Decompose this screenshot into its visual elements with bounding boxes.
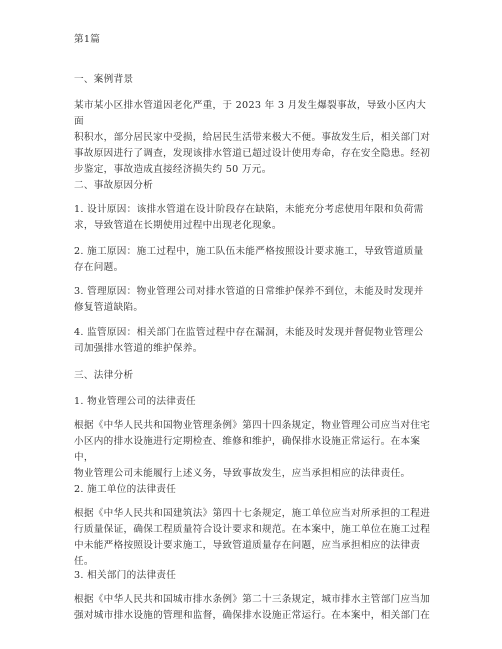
- legal-heading-departments: 3. 相关部门的法律责任: [74, 570, 177, 581]
- legal-heading-property: 1. 物业管理公司的法律责任: [74, 396, 196, 407]
- section-title-legal: 三、法律分析: [74, 370, 134, 381]
- legal-paragraph-construction: 根据《中华人民共和国建筑法》第四十七条规定，施工单位应当对所承担的工程进 行质量保证，确保工程质量符合设计要求和规范。在本案中，施工单位在施工过程 中未能严格按照设计要求施工，导致管道质量存在问题，应当承担相应的法律责任。: [74, 508, 431, 567]
- page-label: 第1篇: [74, 34, 101, 45]
- cause-management-paragraph: 3. 管理原因：物业管理公司对排水管道的日常维护保养不到位，未能及时发现并 修复管道缺陷。: [74, 286, 424, 313]
- legal-heading-construction: 2. 施工单位的法律责任: [74, 484, 177, 495]
- background-paragraph: 某市某小区排水管道因老化严重，于 2023 年 3 月发生爆裂事故，导致小区内大面 积积水，部分居民家中受损，给居民生活带来极大不便。事故发生后，相关部门对 事故原因进行了调查，发现该排水管道已超过设计使用寿命，存在安全隐患。经初 步鉴定，事故造成直接经济损失约 50 万元。: [74, 100, 431, 175]
- legal-paragraph-property: 根据《中华人民共和国物业管理条例》第四十四条规定，物业管理公司应当对住宅 小区内的排水设施进行定期检查、维修和维护，确保排水设施正常运行。在本案中， 物业管理公司未能履行上述义务，导致事故发生，应当承担相应的法律责任。: [74, 420, 431, 479]
- section-title-causes: 二、事故原因分析: [74, 180, 154, 191]
- section-title-background: 一、案例背景: [74, 74, 134, 85]
- cause-construction-paragraph: 2. 施工原因：施工过程中，施工队伍未能严格按照设计要求施工，导致管道质量 存在问题。: [74, 246, 424, 273]
- legal-paragraph-departments: 根据《中华人民共和国城市排水条例》第二十三条规定，城市排水主管部门应当加 强对城市排水设施的管理和监督，确保排水设施正常运行。在本案中，相关部门在: [74, 594, 431, 621]
- cause-design-paragraph: 1. 设计原因：该排水管道在设计阶段存在缺陷，未能充分考虑使用年限和负荷需 求，导致管道在长期使用过程中出现老化现象。: [74, 204, 424, 231]
- cause-supervision-paragraph: 4. 监管原因：相关部门在监管过程中存在漏洞，未能及时发现并督促物业管理公 司加强排水管道的维护保养。: [74, 327, 424, 354]
